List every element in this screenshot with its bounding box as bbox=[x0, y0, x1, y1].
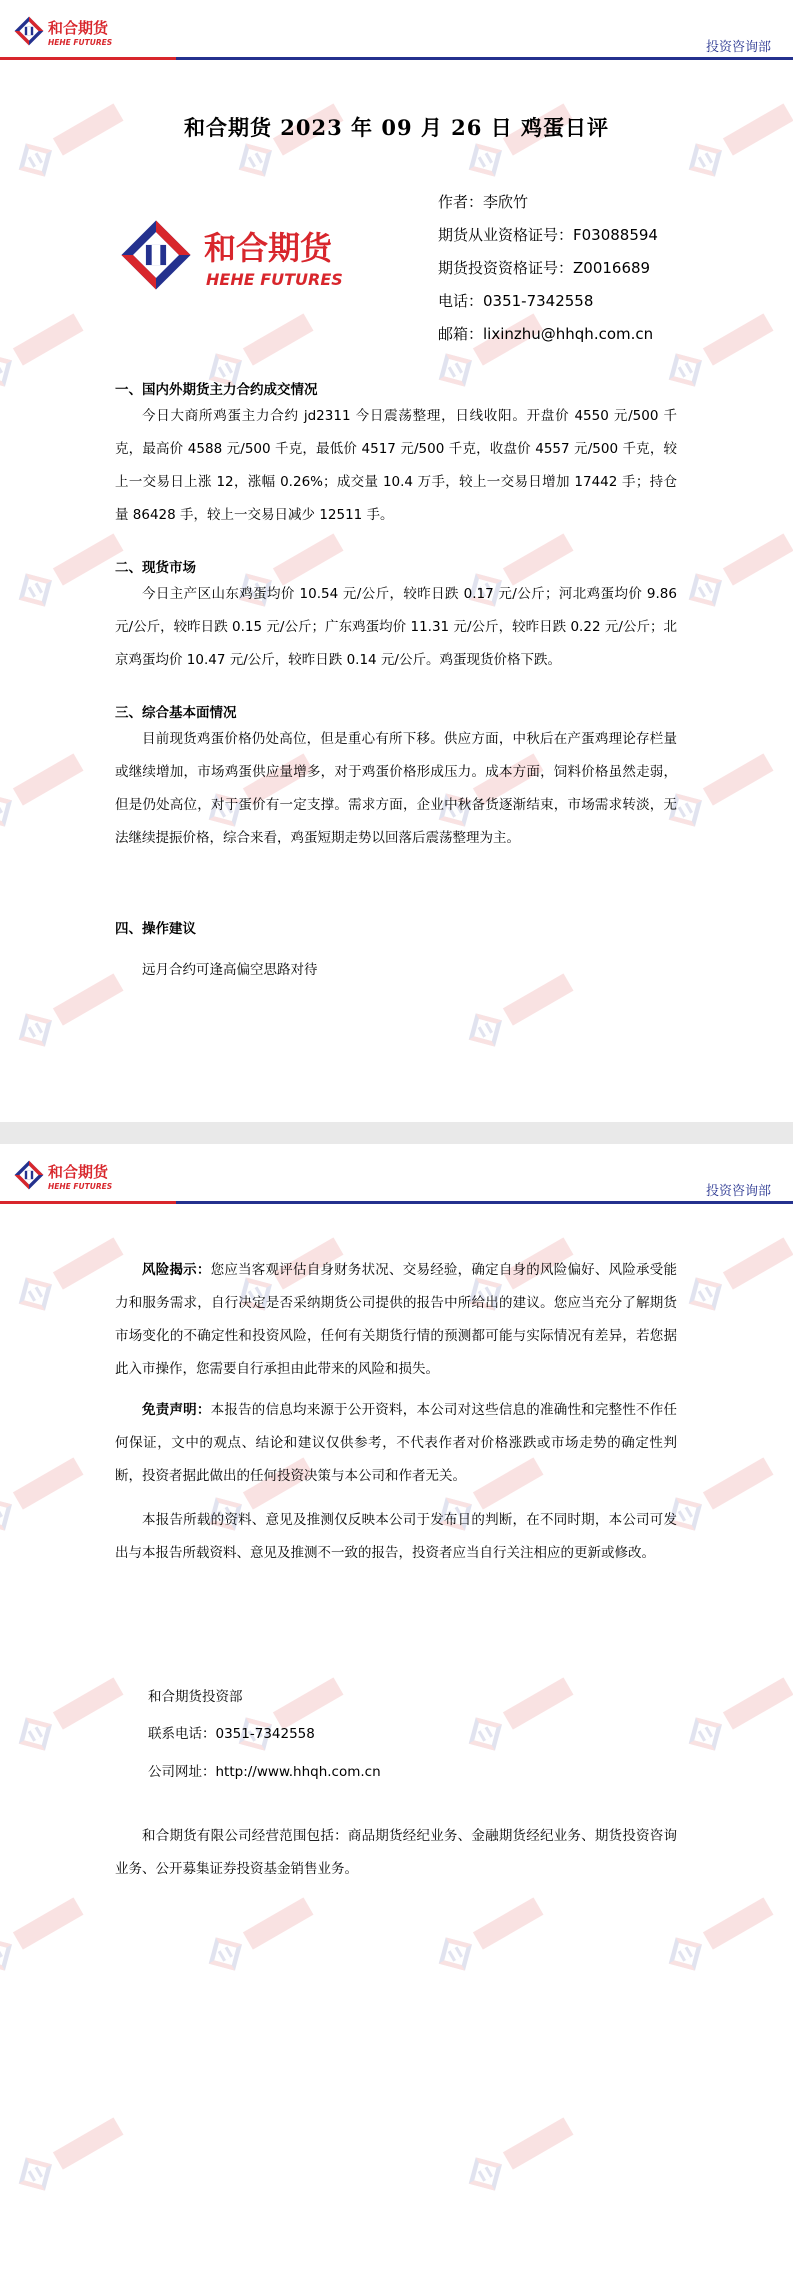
section-heading: 二、现货市场 bbox=[115, 560, 196, 576]
contact-phone: 联系电话：0351-7342558 bbox=[148, 1726, 315, 1742]
header-rule-accent bbox=[0, 1201, 176, 1204]
section-body: 今日主产区山东鸡蛋均价 10.54 元/公斤，较昨日跌 0.17 元/公斤；河北鸡蛋均价 9.86 元/公斤，较昨日跌 0.15 元/公斤；广东鸡蛋均价 11.31 元/公斤，较昨日跌 0.22 元/公斤；北京鸡蛋均价 10.47 元/公斤，较昨日跌 0.14 元/公斤。鸡蛋现货价格下跌。 bbox=[115, 586, 677, 668]
company-logo bbox=[14, 14, 134, 50]
section-body: 今日大商所鸡蛋主力合约 jd2311 今日震荡整理，日线收阳。开盘价 4550 元/500 千克，最高价 4588 元/500 千克，最低价 4517 元/500 千克，收盘价 4557 元/500 千克，较上一交易日上涨 12，涨幅 0.26%；成交量 10.4 万手，较上一交易日增加 17442 手；持仓量 86428 手，较上一交易日减少 12511 手。 bbox=[115, 408, 677, 523]
section-body: 远月合约可逢高偏空思路对待 bbox=[142, 962, 318, 978]
report-title: 和合期货 2023 年 09 月 26 日 鸡蛋日评 bbox=[183, 115, 610, 140]
disclaimer-label: 免责声明： bbox=[142, 1402, 211, 1418]
section-heading: 四、操作建议 bbox=[115, 921, 196, 937]
author-email[interactable]: 邮箱：lixinzhu@hhqh.com.cn bbox=[438, 325, 654, 343]
report-page-2 bbox=[0, 1144, 793, 2288]
disclaimer-statement bbox=[115, 1394, 677, 1493]
risk-disclosure bbox=[115, 1254, 677, 1386]
company-website[interactable]: 公司网址：http://www.hhqh.com.cn bbox=[148, 1764, 381, 1780]
opinion-statement: 本报告所载的资料、意见及推测仅反映本公司于发布日的判断，在不同时期，本公司可发出与本报告所载资料、意见及推测不一致的报告，投资者应当自行关注相应的更新或修改。 bbox=[115, 1512, 677, 1561]
risk-disclosure-text: 您应当客观评估自身财务状况、交易经验，确定自身的风险偏好、风险承受能力和服务需求，自行决定是否采纳期货公司提供的报告中所给出的建议。您应当充分了解期货市场变化的不确定性和投资风险，任何有关期货行情的预测都可能与实际情况有差异，若您据此入市操作，您需要自行承担由此带来的风险和损失。 bbox=[115, 1262, 678, 1377]
section-heading: 三、综合基本面情况 bbox=[115, 705, 237, 721]
section-body: 目前现货鸡蛋价格仍处高位，但是重心有所下移。供应方面，中秋后在产蛋鸡理论存栏量或继续增加，市场鸡蛋供应量增多，对于鸡蛋价格形成压力。成本方面，饲料价格虽然走弱，但是仍处高位，对于蛋价有一定支撑。需求方面，企业中秋备货逐渐结束，市场需求转淡，无法继续提振价格，综合来看，鸡蛋短期走势以回落后震荡整理为主。 bbox=[115, 731, 677, 846]
svg-text:和合期货: 和合期货 bbox=[48, 1163, 109, 1181]
contact-department: 和合期货投资部 bbox=[148, 1689, 243, 1705]
risk-disclosure-label: 风险揭示： bbox=[142, 1262, 211, 1278]
department-label: 投资咨询部 bbox=[705, 1184, 771, 1199]
author-phone: 电话：0351-7342558 bbox=[438, 292, 594, 310]
page-gap bbox=[0, 1122, 793, 1144]
author-license-practice: 期货从业资格证号：F03088594 bbox=[438, 226, 658, 244]
svg-text:和合期货: 和合期货 bbox=[204, 229, 333, 267]
svg-text:和合期货: 和合期货 bbox=[48, 19, 109, 37]
author-license-advisory: 期货投资资格证号：Z0016689 bbox=[438, 259, 651, 277]
page-header bbox=[0, 0, 793, 64]
disclaimer-text: 本报告的信息均来源于公开资料，本公司对这些信息的准确性和完整性不作任何保证，文中的观点、结论和建议仅供参考，不代表作者对价格涨跌或市场走势的确定性判断，投资者据此做出的任何投资决策与本公司和作者无关。 bbox=[115, 1402, 678, 1484]
author-name: 作者：李欣竹 bbox=[438, 193, 529, 211]
page-header bbox=[0, 1144, 793, 1208]
company-logo-large bbox=[120, 215, 380, 295]
svg-text:HEHE FUTURES: HEHE FUTURES bbox=[206, 270, 343, 289]
author-block bbox=[438, 186, 658, 351]
report-page-1 bbox=[0, 0, 793, 1122]
svg-text:HEHE FUTURES: HEHE FUTURES bbox=[48, 1182, 113, 1191]
header-rule-accent bbox=[0, 57, 176, 60]
business-scope: 和合期货有限公司经营范围包括：商品期货经纪业务、金融期货经纪业务、期货投资咨询业务、公开募集证券投资基金销售业务。 bbox=[115, 1828, 677, 1877]
section-heading: 一、国内外期货主力合约成交情况 bbox=[115, 382, 318, 398]
department-label: 投资咨询部 bbox=[705, 40, 771, 55]
company-logo bbox=[14, 1158, 134, 1194]
svg-text:HEHE FUTURES: HEHE FUTURES bbox=[48, 38, 113, 47]
